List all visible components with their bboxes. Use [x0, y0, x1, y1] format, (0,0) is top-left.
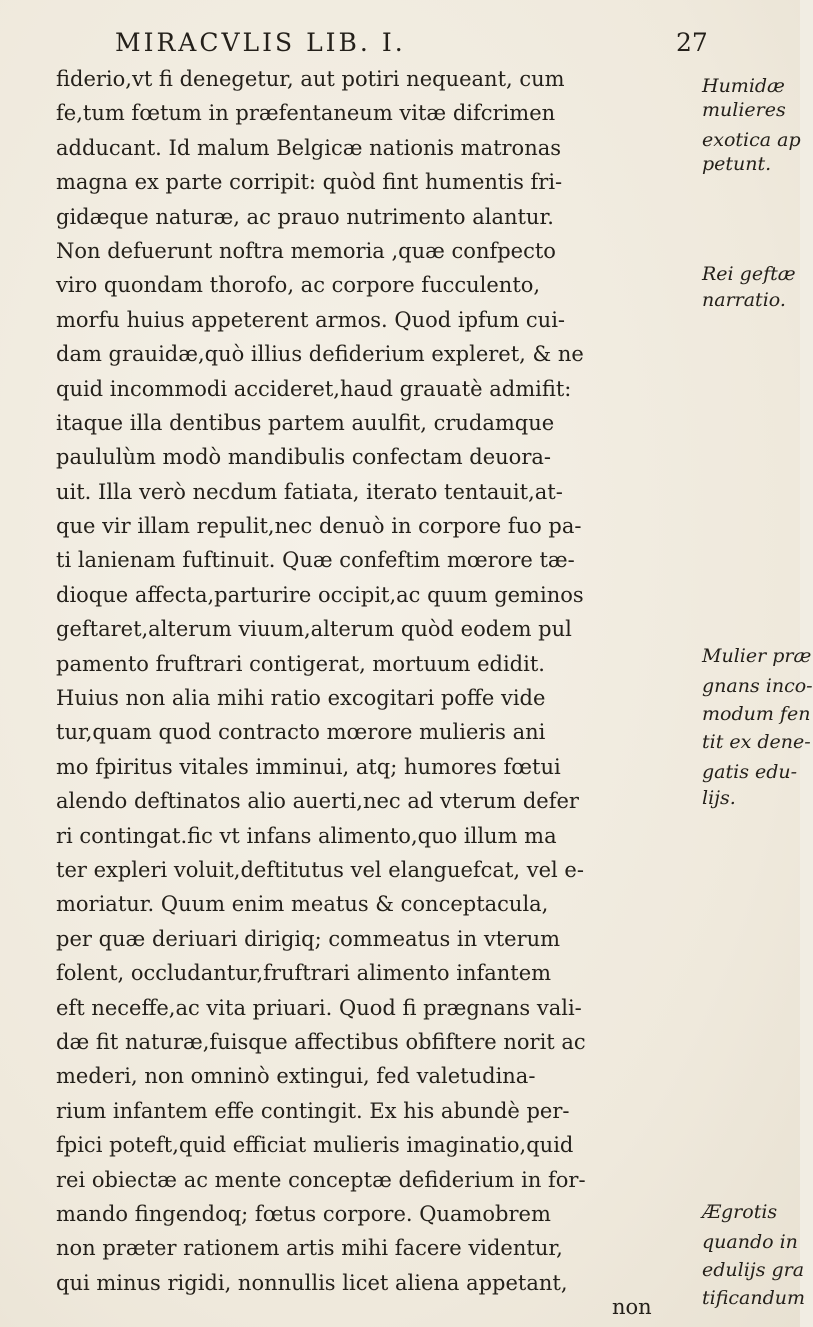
text-line: uit. Illa verò necdum fatiata, iterato tentauit,at-: [56, 479, 563, 504]
text-line: paululùm modò mandibulis confectam deuora-: [56, 445, 551, 470]
body-text: [56, 62, 696, 1300]
text-line: fpici poteft,quid efficiat mulieris imaginatio,quid: [56, 1133, 574, 1158]
text-line: rei obiectæ ac mente conceptæ defiderium in for-: [56, 1167, 586, 1192]
text-line: non præter rationem artis mihi facere videntur,: [56, 1236, 563, 1261]
margin-note: tit ex dene-: [702, 731, 811, 753]
text-line: moriatur. Quum enim meatus & conceptacula,: [56, 892, 549, 917]
margin-note: narratio.: [702, 289, 786, 311]
text-line: ti lanienam fuftinuit. Quæ confeftim mœrore tæ-: [56, 548, 575, 573]
text-line: itaque illa dentibus partem auulfit, crudamque: [56, 410, 555, 435]
margin-note: gatis edu-: [702, 761, 798, 783]
text-line: tur,quam quod contracto mœrore mulieris ani: [56, 720, 546, 745]
text-line: qui minus rigidi, nonnullis licet aliena appetant,: [56, 1270, 568, 1295]
text-line: morfu huius appeterent armos. Quod ipfum cui-: [56, 307, 566, 332]
margin-note: Mulier præ: [702, 645, 812, 667]
margin-note: tificandum: [702, 1287, 806, 1309]
text-line: magna ex parte corripit: quòd fint humentis fri-: [56, 170, 563, 195]
text-line: dam grauidæ,quò illius defiderium expleret, & ne: [56, 342, 584, 367]
text-line: quid incommodi accideret,haud grauatè admifit:: [56, 376, 572, 401]
margin-note: lijs.: [702, 787, 736, 809]
margin-note: Humidæ: [702, 75, 785, 97]
running-head-title: MIRACVLIS LIB. I.: [115, 28, 406, 57]
margin-note: exotica ap: [702, 129, 801, 151]
page-number: 27: [676, 28, 708, 57]
text-line: mo fpiritus vitales imminui, atq; humores fœtui: [56, 754, 561, 779]
margin-note: edulijs gra: [702, 1259, 805, 1281]
text-line: mando fingendoq; fœtus corpore. Quamobrem: [56, 1201, 551, 1226]
text-line: ter expleri voluit,deftitutus vel elanguefcat, vel e-: [56, 857, 584, 882]
text-line: que vir illam repulit,nec denuò in corpore fuo pa-: [56, 514, 582, 539]
margin-note: Ægrotis: [702, 1201, 778, 1223]
text-line: gidæque naturæ, ac prauo nutrimento alantur.: [56, 204, 554, 229]
margin-note: gnans inco-: [702, 675, 813, 697]
text-line: eft neceffe,ac vita priuari. Quod fi prægnans vali-: [56, 995, 582, 1020]
text-line: dæ fit naturæ,fuisque affectibus obfiftere norit ac: [56, 1029, 586, 1054]
text-line: folent, occludantur,fruftrari alimento infantem: [56, 961, 552, 986]
text-line: Non defuerunt noftra memoria ,quæ confpecto: [56, 238, 556, 263]
margin-note: modum fen: [702, 703, 811, 725]
text-line: fiderio,vt fi denegetur, aut potiri nequeant, cum: [56, 67, 565, 91]
margin-note: quando in: [702, 1231, 798, 1253]
margin-note: mulieres: [702, 99, 786, 121]
text-line: rium infantem effe contingit. Ex his abundè per-: [56, 1098, 570, 1123]
text-line: dioque affecta,parturire occipit,ac quum geminos: [56, 582, 584, 607]
margin-note: petunt.: [702, 153, 772, 175]
text-line: adducant. Id malum Belgicæ nationis matronas: [56, 135, 562, 160]
margin-note: Rei geftæ: [702, 263, 796, 285]
text-line: fe,tum fœtum in præfentaneum vitæ difcrimen: [56, 101, 556, 126]
text-line: Huius non alia mihi ratio excogitari poffe vide: [56, 686, 546, 711]
text-line: pamento fruftrari contigerat, mortuum edidit.: [56, 651, 545, 676]
text-line: geftaret,alterum viuum,alterum quòd eodem pul: [56, 617, 572, 642]
text-line: ri contingat.fic vt infans alimento,quo illum ma: [56, 823, 557, 848]
text-line: viro quondam thorofo, ac corpore fucculento,: [56, 273, 541, 298]
catchword: non: [612, 1295, 652, 1319]
text-line: per quæ deriuari dirigiq; commeatus in vterum: [56, 926, 561, 951]
text-line: mederi, non omninò extingui, fed valetudina-: [56, 1064, 536, 1089]
text-line: alendo deftinatos alio auerti,nec ad vterum defer: [56, 789, 579, 814]
